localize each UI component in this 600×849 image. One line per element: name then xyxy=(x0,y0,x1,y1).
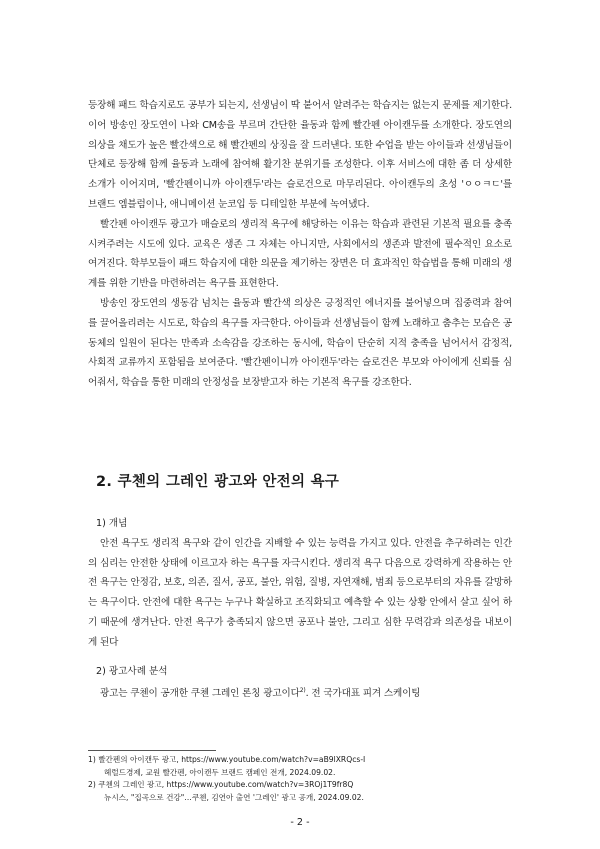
subsection-case-text xyxy=(88,681,512,704)
spacer xyxy=(88,653,512,662)
footnote-2 xyxy=(88,779,518,804)
footnotes xyxy=(88,754,518,804)
footnote-1-news: 헤럴드경제, 교원 빨간펜, 아이캔두 브랜드 캠페인 전개, 2024.09.02. xyxy=(104,767,336,777)
subsection-heading-case-analysis: 2) 광고사례 분석 xyxy=(96,665,168,677)
body-text-top xyxy=(88,96,512,393)
footnote-1-source[interactable]: 1) 빨간펜의 아이캔두 광고, https://www.youtube.com/watch?v=aB9lXRQcs-I xyxy=(88,755,366,764)
subsection-concept-text: 안전 욕구도 생리적 욕구와 같이 인간을 지배할 수 있는 능력을 가지고 있다. 안전을 추구하려는 인간의 심리는 안전한 상태에 이르고자 하는 욕구를 자극시킨다. 생리적 욕구 다음으로 강력하게 작용하는 안전 욕구는 안정감, 보호, 의존, 질서, 공포, 불안, 위험, 질병, 자연재해, 범죄 등으로부터의 자유를 갈망하는 욕구이다. 안전에 대한 욕구는 누구나 확실하고 조직화되고 예측할 수 있는 상황 안에서 살고 싶어 하기 때문에 생겨난다. 안전 욕구가 충족되지 않으면 공포나 불안, 그리고 심한 무력감과 의존성을 내보이게 된다 xyxy=(88,537,512,648)
footnote-1 xyxy=(88,754,518,779)
subsection-heading-concept: 1) 개념 xyxy=(96,518,128,529)
footnote-2-news: 뉴시스, "집곡으로 건강"…쿠첸, 김연아 출연 '그레인' 광고 공개, 2024.09.02. xyxy=(104,792,364,802)
footnote-2-source[interactable]: 2) 쿠첸의 그레인 광고, https://www.youtube.com/watch?v=3ROj1T9fr8Q xyxy=(88,780,354,789)
paragraph-1: 등장해 패드 학습지로도 공부가 되는지, 선생님이 딱 붙어서 알려주는 학습지는 없는지 문제를 제기한다. 이어 방송인 장도연이 나와 CM송을 부르며 간단한 율동과 함께 빨간펜 아이캔두를 소개한다. 장도연의 의상을 채도가 높은 빨간색으로 해 빨간펜의 상징을 잘 드러낸다. 또한 수업을 받는 아이들과 선생님들이 단체로 등장해 함께 율동과 노래에 참여해 활기찬 분위기를 조성한다. 이후 서비스에 대한 좀 더 상세한 소개가 이어지며, '빨간펜이니까 아이캔두'라는 슬로건으로 마무리된다. 아이캔두의 초성 'ㅇㅇㅋㄷ'를 브랜드 엠블럼이나, 애니메이션 눈코입 등 디테일한 부분에 녹여냈다. xyxy=(88,100,512,210)
footnote-divider xyxy=(88,750,216,751)
case-text-start: 광고는 쿠첸이 공개한 쿠첸 그레인 론칭 광고이다 xyxy=(100,688,300,700)
case-text-end: . 전 국가대표 피겨 스케이팅 xyxy=(305,688,421,700)
section-body xyxy=(88,514,512,704)
paragraph-2: 빨간펜 아이캔두 광고가 매슬로의 생리적 욕구에 해당하는 이유는 학습과 관련된 기본적 필요를 충족시켜주려는 시도에 있다. 교육은 생존 그 자체는 아니지만, 사회에서의 생존과 발전에 필수적인 요소로 여겨진다. 학부모들이 패드 학습지에 대한 의문을 제기하는 장면은 더 효과적인 학습법을 통해 미래의 생계를 위한 기반을 마련하려는 욕구를 표현한다. xyxy=(88,218,512,290)
section-title: 2. 쿠첸의 그레인 광고와 안전의 욕구 xyxy=(96,474,340,490)
footnote-ref-2[interactable]: 2) xyxy=(299,687,306,695)
paragraph-3: 방송인 장도연의 생동감 넘치는 율동과 빨간색 의상은 긍정적인 에너지를 불어넣으며 집중력과 참여를 끌어올리려는 시도로, 학습의 욕구를 자극한다. 아이들과 선생님들이 함께 노래하고 춤추는 모습은 공동체의 일원이 된다는 만족과 소속감을 강조하는 동시에, 학습이 단순히 지적 충족을 넘어서서 감정적, 사회적 교류까지 포함됨을 보여준다. '빨간펜이니까 아이캔두'라는 슬로건은 부모와 아이에게 신뢰를 심어줘서, 학습을 통한 미래의 안정성을 보장받고자 하는 기본적 욕구를 강조한다. xyxy=(88,297,512,389)
page-number: - 2 - xyxy=(290,817,310,828)
